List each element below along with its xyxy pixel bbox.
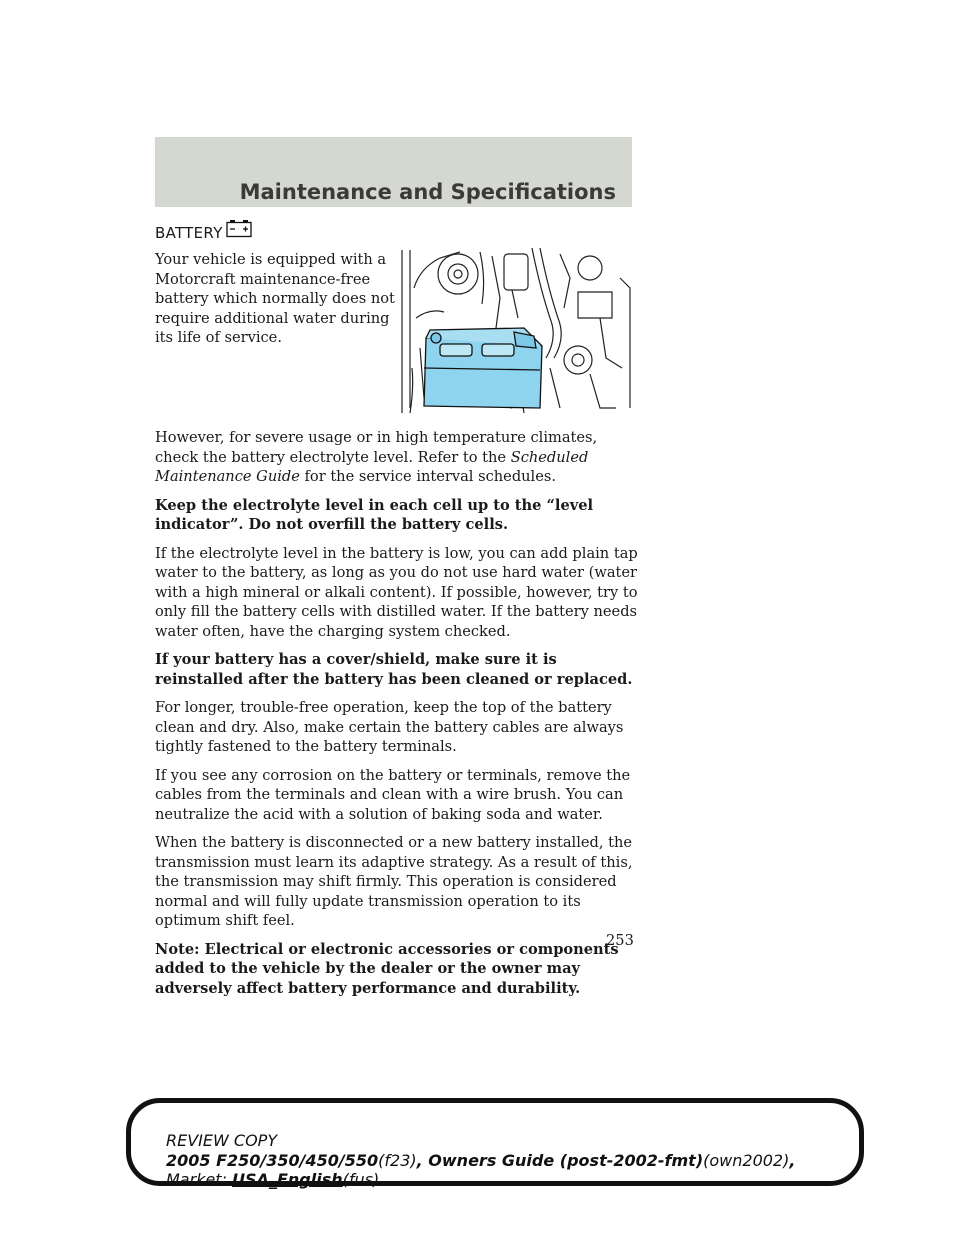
body-text bbox=[155, 428, 642, 1007]
paragraph-check-level bbox=[155, 428, 642, 487]
footer-guide-code: (own2002) bbox=[703, 1151, 790, 1170]
paragraph-check-level-text-end: for the service interval schedules. bbox=[304, 468, 556, 485]
header-band bbox=[155, 137, 632, 207]
paragraph-level-indicator: Keep the electrolyte level in each cell up to the “level indicator”. Do not overfill the battery cells. bbox=[155, 496, 594, 533]
battery-icon bbox=[226, 220, 252, 238]
scheduled-maintenance-guide-ref: Scheduled Maintenance Guide bbox=[155, 448, 589, 485]
footer-model: 2005 F250/350/450/550 bbox=[166, 1151, 379, 1170]
paragraph-keep-clean: For longer, trouble-free operation, keep the top of the battery clean and dry. Also, make certain the battery cables are always tightly fastened to the battery terminals. bbox=[155, 699, 624, 755]
footer-market-line bbox=[166, 1170, 379, 1189]
footer-model-line bbox=[166, 1151, 795, 1170]
footer-sep-2: , bbox=[789, 1151, 796, 1170]
footer-review-copy: REVIEW COPY bbox=[166, 1131, 278, 1150]
footer-sep-1: , bbox=[416, 1151, 429, 1170]
footer-market: USA_English bbox=[232, 1170, 343, 1189]
footer-model-code: (f23) bbox=[378, 1151, 417, 1170]
footer-market-label: Market: bbox=[166, 1170, 227, 1189]
paragraph-transmission: When the battery is disconnected or a new battery installed, the transmission must learn its adaptive strategy. As a result of this, the transmission may shift firmly. This operation is considered normal and will fully update transmission operation to its optimum shift feel. bbox=[155, 834, 633, 929]
section-heading bbox=[155, 224, 252, 242]
intro-paragraph: Your vehicle is equipped with a Motorcraft maintenance-free battery which normally does not require additional water during its life of service. bbox=[155, 251, 395, 346]
page-title: Maintenance and Specifications bbox=[239, 180, 616, 204]
paragraph-note-accessories: Note: Electrical or electronic accessories or components added to the vehicle by the dealer or the owner may adversely affect battery performance and durability. bbox=[155, 940, 619, 997]
paragraph-check-level-text: However, for severe usage or in high temperature climates, check the battery electrolyte level. Refer to the bbox=[155, 429, 598, 466]
review-footer bbox=[126, 1098, 864, 1189]
footer-market-code: (fus) bbox=[342, 1170, 380, 1189]
paragraph-cover-shield: If your battery has a cover/shield, make sure it is reinstalled after the battery has been cleaned or replaced. bbox=[155, 651, 633, 688]
paragraph-corrosion: If you see any corrosion on the battery or terminals, remove the cables from the terminals and clean with a wire brush. You can neutralize the acid with a solution of baking soda and water. bbox=[155, 766, 631, 823]
paragraph-add-water: If the electrolyte level in the battery is low, you can add plain tap water to the battery, as long as you do not use hard water (water with a high mineral or alkali content). If possible, however, try to only fill the battery cells with distilled water. If the battery needs water often, have the charging system checked. bbox=[155, 544, 638, 640]
page-number: 253 bbox=[606, 932, 634, 949]
footer-guide: Owners Guide (post-2002-fmt) bbox=[428, 1151, 704, 1170]
battery-illustration bbox=[400, 248, 632, 415]
section-heading-text: BATTERY bbox=[155, 224, 223, 242]
